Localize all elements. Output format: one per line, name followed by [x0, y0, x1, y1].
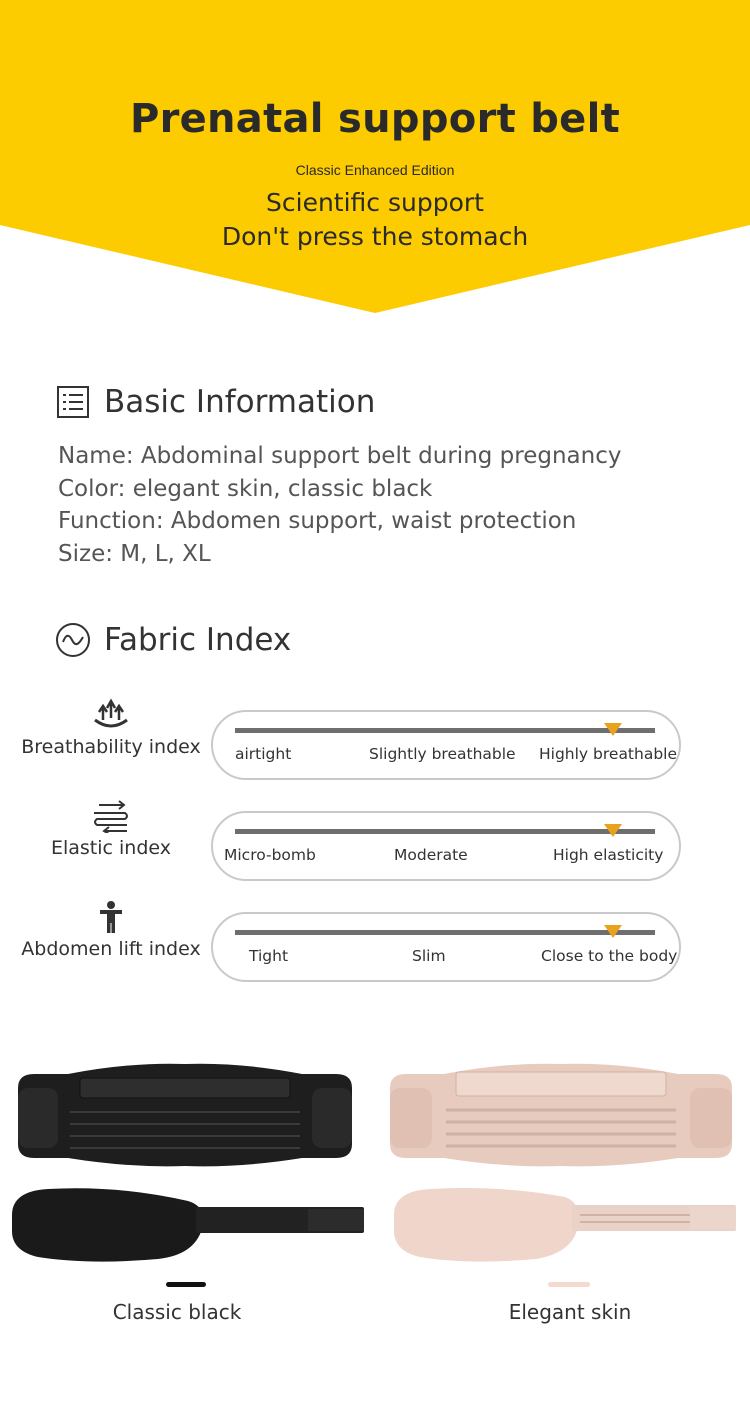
black-color-swatch: [166, 1282, 206, 1287]
info-size: Size: M, L, XL: [58, 540, 211, 567]
wave-circle-icon: [55, 622, 91, 658]
scale-label-mid: Slim: [412, 947, 446, 965]
skin-belt-front-image: [382, 1060, 740, 1170]
scale-bar: [235, 728, 655, 733]
scale-label-low: airtight: [235, 745, 292, 763]
abdomen-lift-scale: [211, 912, 681, 982]
elastic-label-text: Elastic index: [50, 837, 172, 859]
fabric-index-title: Fabric Index: [104, 622, 292, 658]
elastic-waves-icon: [91, 799, 131, 833]
scale-bar: [235, 930, 655, 935]
breathability-row: [0, 710, 750, 782]
tagline-2: Don't press the stomach: [221, 222, 529, 251]
scale-label-high: High elasticity: [553, 846, 664, 864]
skin-color-swatch: [548, 1282, 590, 1287]
tagline-1: Scientific support: [266, 188, 484, 217]
info-function: Function: Abdomen support, waist protection: [58, 508, 577, 534]
info-color: Color: elegant skin, classic black: [58, 475, 433, 502]
basic-info-list: [58, 440, 738, 570]
elastic-scale: [211, 811, 681, 881]
breathability-label-text: Breathability index: [21, 736, 201, 758]
basic-info-heading: [55, 380, 375, 424]
level-marker: [604, 824, 622, 837]
abdomen-lift-row: [0, 912, 750, 984]
elastic-row: [0, 811, 750, 883]
black-belt-side-image: [8, 1185, 368, 1265]
scale-label-mid: Slightly breathable: [369, 745, 516, 763]
abdomen-lift-label: [0, 900, 222, 960]
scale-label-high: Close to the body: [541, 947, 678, 965]
abdomen-lift-label-text: Abdomen lift index: [21, 938, 201, 960]
level-marker: [604, 723, 622, 736]
info-name: Name: Abdominal support belt during pregnancy: [58, 443, 622, 469]
person-icon: [96, 900, 126, 934]
level-marker: [604, 925, 622, 938]
skin-belt-side-image: [390, 1185, 740, 1265]
page-title: Prenatal support belt: [129, 96, 621, 142]
list-document-icon: [55, 384, 91, 420]
scale-label-high: Highly breathable: [539, 745, 678, 763]
scale-bar: [235, 829, 655, 834]
color-name-black: Classic black: [112, 1300, 242, 1324]
color-name-skin: Elegant skin: [508, 1300, 632, 1324]
scale-label-low: Micro-bomb: [224, 846, 316, 864]
header-banner: [0, 0, 750, 320]
fabric-index-heading: [55, 618, 291, 662]
breathability-arrows-icon: [92, 698, 130, 732]
scale-label-mid: Moderate: [394, 846, 468, 864]
elastic-label: [0, 799, 222, 859]
scale-label-low: Tight: [249, 947, 289, 965]
black-belt-front-image: [10, 1060, 360, 1170]
banner-background: [0, 0, 750, 320]
edition-subtitle: Classic Enhanced Edition: [295, 162, 455, 178]
basic-info-title: Basic Information: [104, 384, 376, 420]
breathability-label: [0, 698, 222, 758]
breathability-scale: [211, 710, 681, 780]
